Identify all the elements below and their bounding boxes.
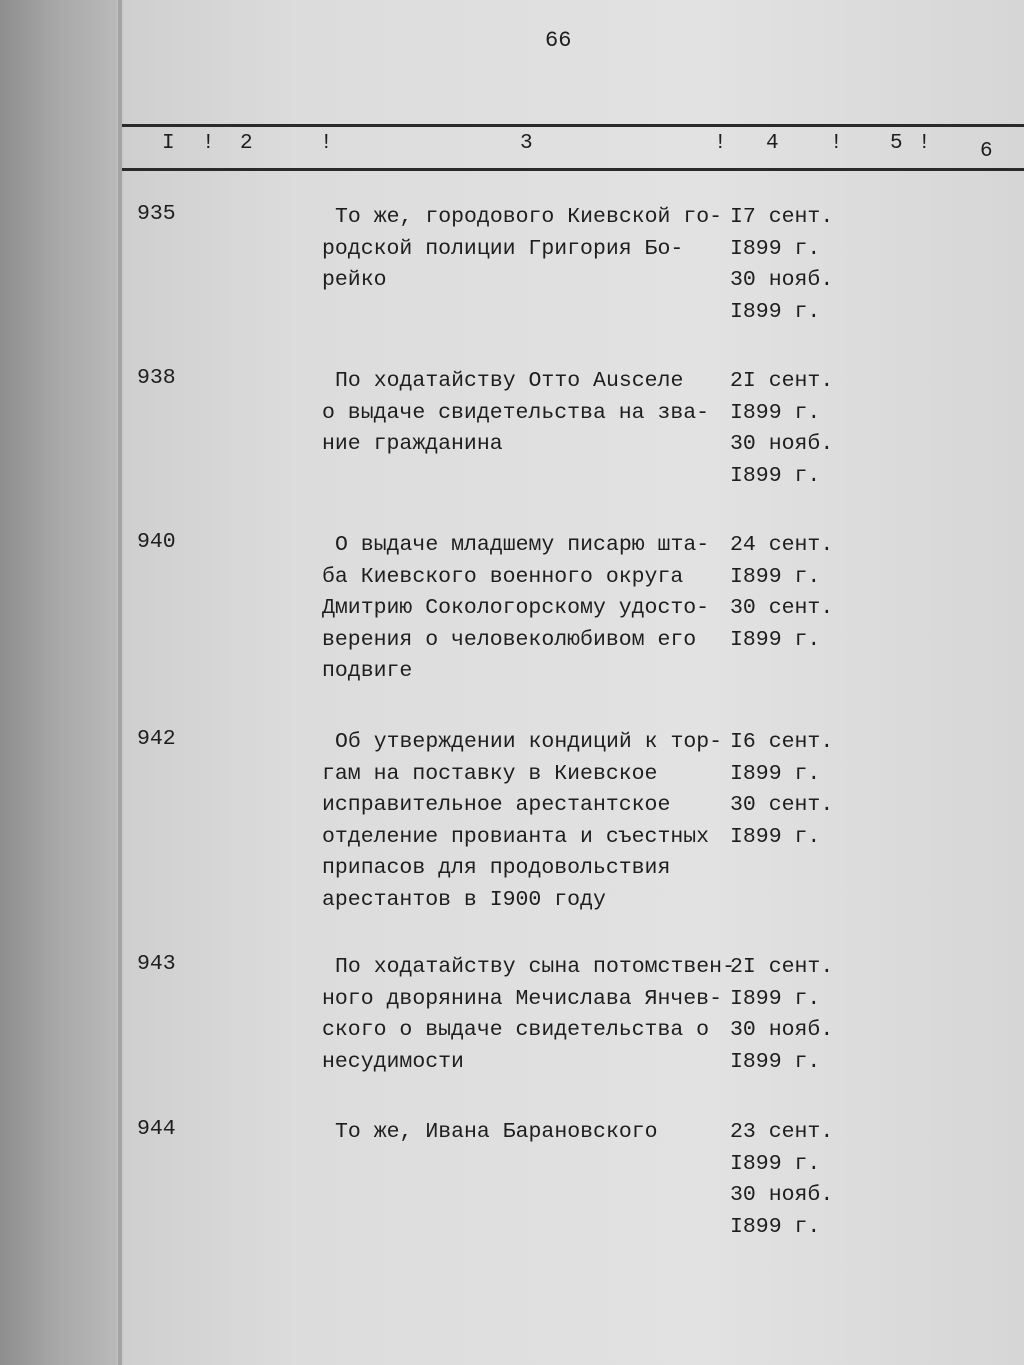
date-line: I899 г.: [730, 761, 821, 786]
description-line: По ходатайству сына потомствен-: [335, 955, 735, 979]
entry-number: 938: [137, 366, 176, 390]
date-line: 23 сент.: [730, 1120, 834, 1144]
date-line: 2I сент.: [730, 955, 834, 979]
description-line: По ходатайству Отто Ausселе: [335, 369, 684, 393]
header-top-rule: [122, 124, 1024, 127]
entry-dates: [730, 530, 833, 656]
description-line: О выдаче младшему писарю шта-: [335, 533, 710, 557]
description-line: несудимости: [322, 1049, 464, 1074]
col-1: I: [162, 132, 175, 155]
date-line: 30 нояб.: [730, 268, 834, 292]
description-line: Об утверждении кондиций к тор-: [335, 730, 723, 754]
entry-description: [322, 202, 722, 297]
date-line: I899 г.: [730, 1214, 821, 1239]
header-bottom-rule: [122, 168, 1024, 171]
date-line: I899 г.: [730, 236, 821, 261]
date-line: 30 нояб.: [730, 1018, 834, 1042]
entry-dates: [730, 952, 833, 1078]
date-line: I899 г.: [730, 400, 821, 425]
date-line: I899 г.: [730, 627, 821, 652]
entry-number: 944: [137, 1117, 176, 1141]
description-line: ного дворянина Мечислава Янчев-: [322, 986, 722, 1011]
description-line: То же, городового Киевской го-: [335, 205, 723, 229]
date-line: I899 г.: [730, 1049, 821, 1074]
entry-dates: [730, 1117, 833, 1243]
date-line: 30 сент.: [730, 596, 834, 620]
date-line: I899 г.: [730, 564, 821, 589]
date-line: I899 г.: [730, 463, 821, 488]
entry-number: 940: [137, 530, 176, 554]
date-line: 24 сент.: [730, 533, 834, 557]
col-5: 5: [890, 132, 903, 155]
date-line: I899 г.: [730, 986, 821, 1011]
entry-number: 935: [137, 202, 176, 226]
date-line: I899 г.: [730, 1151, 821, 1176]
description-line: родской полиции Григория Бо-: [322, 236, 684, 261]
entry-dates: [730, 727, 833, 853]
page-number: 66: [545, 28, 572, 53]
entry-description: [322, 952, 735, 1078]
date-line: 30 нояб.: [730, 432, 834, 456]
entry-dates: [730, 366, 833, 492]
date-line: I7 сент.: [730, 205, 834, 229]
col-sep: !: [320, 132, 333, 155]
date-line: 30 сент.: [730, 793, 834, 817]
entry-number: 943: [137, 952, 176, 976]
description-line: отделение провианта и съестных: [322, 824, 710, 849]
col-sep: !: [202, 132, 215, 155]
date-line: 30 нояб.: [730, 1183, 834, 1207]
date-line: 2I сент.: [730, 369, 834, 393]
description-line: о выдаче свидетельства на зва-: [322, 400, 710, 425]
date-line: I6 сент.: [730, 730, 834, 754]
entry-description: [322, 1117, 658, 1149]
entry-description: [322, 366, 709, 461]
description-line: гам на поставку в Киевское: [322, 761, 658, 786]
entry-description: [322, 727, 722, 916]
page-fold: [118, 0, 122, 1365]
col-2: 2: [240, 132, 253, 155]
col-6: 6: [980, 140, 993, 163]
description-line: подвиге: [322, 659, 413, 683]
description-line: верения о человеколюбивом его: [322, 627, 697, 652]
description-line: Дмитрию Сокологорскому удосто-: [322, 596, 710, 620]
date-line: I899 г.: [730, 824, 821, 849]
col-3: 3: [520, 132, 533, 155]
description-line: ского о выдаче свидетельства о: [322, 1018, 710, 1042]
description-line: ба Киевского военного округа: [322, 564, 684, 589]
description-line: рейко: [322, 268, 387, 292]
entry-description: [322, 530, 709, 688]
col-sep: !: [830, 132, 843, 155]
col-sep: !: [714, 132, 727, 155]
col-4: 4: [766, 132, 779, 155]
date-line: I899 г.: [730, 299, 821, 324]
entry-number: 942: [137, 727, 176, 751]
description-line: исправительное арестантское: [322, 793, 671, 817]
description-line: припасов для продовольствия: [322, 856, 671, 880]
description-line: То же, Ивана Барановского: [335, 1120, 658, 1144]
col-sep: !: [918, 132, 931, 155]
description-line: арестантов в I900 году: [322, 887, 606, 912]
entry-dates: [730, 202, 833, 328]
description-line: ние гражданина: [322, 432, 503, 456]
